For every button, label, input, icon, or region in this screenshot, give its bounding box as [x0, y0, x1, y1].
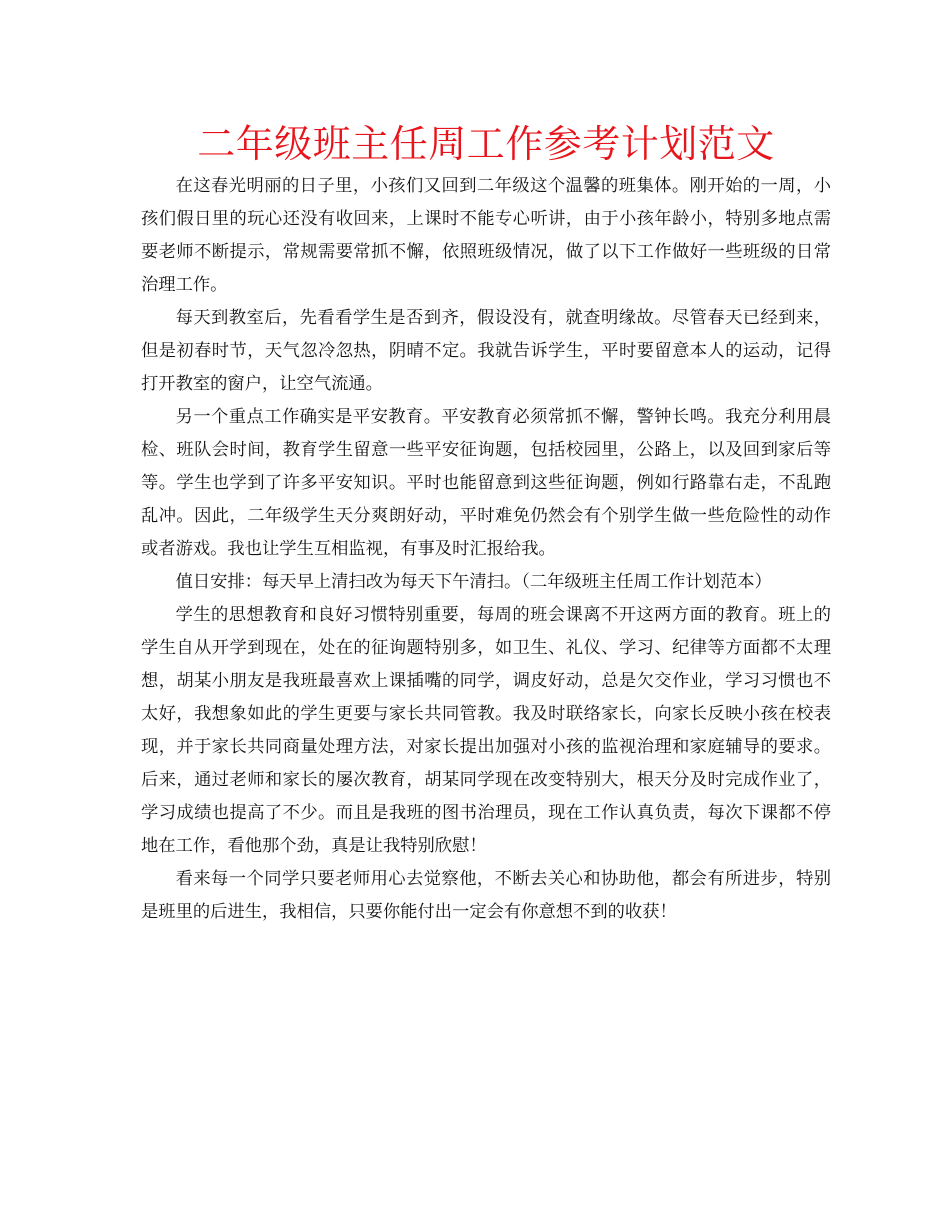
document-page — [141, 118, 831, 929]
document-title: 二年级班主任周工作参考计划范文 — [197, 122, 775, 166]
paragraph-2: 每天到教室后，先看看学生是否到齐，假设没有，就查明缘故。尽管春天已经到来，但是初春时节，天气忽冷忽热，阴晴不定。我就告诉学生，平时要留意本人的运动，记得打开教室的窗户，让空气流通。 — [141, 308, 831, 394]
paragraph-6: 看来每一个同学只要老师用心去觉察他，不断去关心和协助他，都会有所进步，特别是班里的后进生，我相信，只要你能付出一定会有你意想不到的收获！ — [141, 869, 831, 922]
paragraph-3: 另一个重点工作确实是平安教育。平安教育必须常抓不懈，警钟长鸣。我充分利用晨检、班队会时间，教育学生留意一些平安征询题，包括校园里，公路上，以及回到家后等等。学生也学到了许多平安知识。平时也能留意到这些征询题，例如行路靠右走，不乱跑乱冲。因此，二年级学生天分爽朗好动，平时难免仍然会有个别学生做一些危险性的动作或者游戏。我也让学生互相监视，有事及时汇报给我。 — [141, 407, 831, 559]
paragraph-4: 值日安排：每天早上清扫改为每天下午清扫。（二年级班主任周工作计划范本） — [175, 572, 772, 592]
paragraph-1: 在这春光明丽的日子里，小孩们又回到二年级这个温馨的班集体。刚开始的一周，小孩们假日里的玩心还没有收回来，上课时不能专心听讲，由于小孩年龄小，特别多地点需要老师不断提示，常规需要常抓不懈，依照班级情况，做了以下工作做好一些班级的日常治理工作。 — [141, 176, 831, 295]
paragraph-5: 学生的思想教育和良好习惯特别重要，每周的班会课离不开这两方面的教育。班上的学生自从开学到现在，处在的征询题特别多，如卫生、礼仪、学习、纪律等方面都不太理想，胡某小朋友是我班最喜欢上课插嘴的同学，调皮好动，总是欠交作业，学习习惯也不太好，我想象如此的学生更要与家长共同管教。我及时联络家长，向家长反映小孩在校表现，并于家长共同商量处理方法，对家长提出加强对小孩的监视治理和家庭辅导的要求。后来，通过老师和家长的屡次教育，胡某同学现在改变特别大，根天分及时完成作业了，学习成绩也提高了不少。而且是我班的图书治理员，现在工作认真负责，每次下课都不停地在工作，看他那个劲，真是让我特别欣慰！ — [141, 605, 831, 856]
